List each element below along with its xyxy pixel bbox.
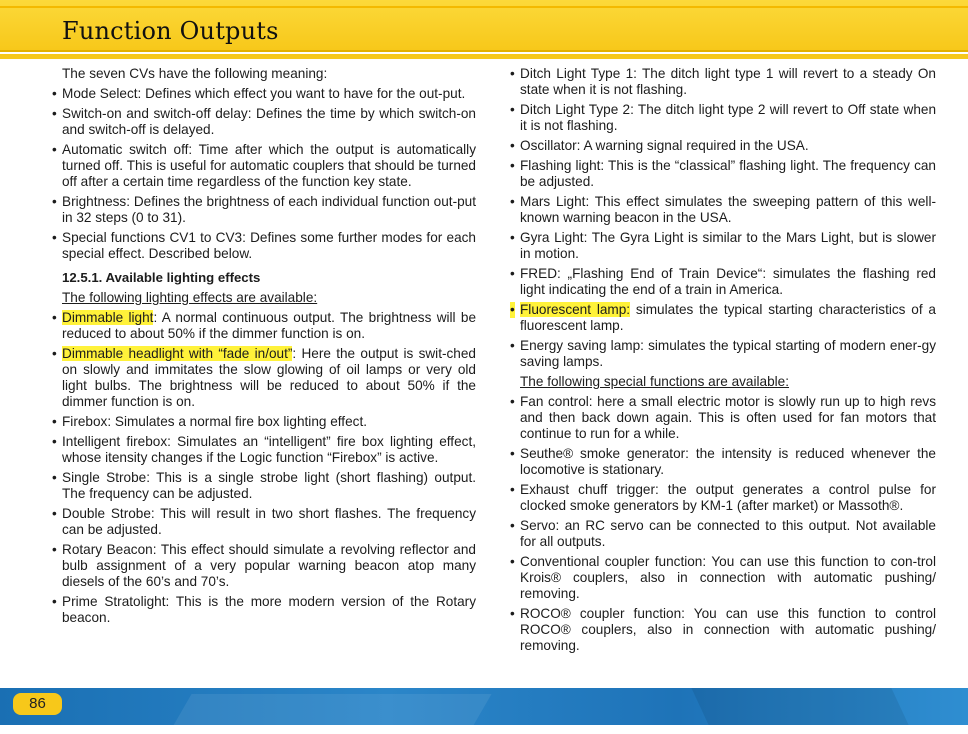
list-item — [508, 394, 936, 442]
highlighted-term: Fluorescent lamp: — [520, 302, 631, 317]
highlighted-term: Dimmable light — [62, 310, 154, 325]
bullet: • — [510, 266, 515, 281]
item-text: : Here the output is swit-ched on slowly and immitates the slow glowing of oil lamps or very old light bulbs. The brightness will be reduced to about 50% if the dimmer function is on. — [62, 346, 476, 409]
list-item — [50, 142, 476, 190]
item-text: Fan control: here a small electric motor is slowly run up to high revs and then back down again. This is often used for fan motors that continue to run for a while. — [520, 394, 936, 441]
list-item — [50, 194, 476, 226]
list-item — [50, 346, 476, 410]
list-item — [508, 302, 936, 334]
list-item — [50, 594, 476, 626]
bullet: • — [510, 194, 515, 209]
bullet: • — [510, 302, 515, 317]
item-text: Exhaust chuff trigger: the output generates a control pulse for clocked smoke generators by KM-1 (after market) or Massoth®. — [520, 482, 936, 513]
bullet: • — [52, 86, 57, 101]
item-text: Flashing light: This is the “classical” flashing light. The frequency can be adjusted. — [520, 158, 936, 189]
bullet: • — [52, 506, 57, 521]
list-item — [508, 518, 936, 550]
bullet: • — [510, 102, 515, 117]
item-text: Intelligent firebox: Simulates an “intelligent” fire box lighting effect, whose itensity changes if the Logic function “Firebox” is active. — [62, 434, 476, 465]
item-text: Energy saving lamp: simulates the typical starting of modern ener-gy saving lamps. — [520, 338, 936, 369]
item-text: : A normal continuous output. The brightness will be reduced to about 50% if the dimmer function is on. — [62, 310, 476, 341]
list-item — [508, 102, 936, 134]
list-item — [508, 230, 936, 262]
bullet: • — [510, 338, 515, 353]
item-text: Conventional coupler function: You can use this function to con-trol Krois® couplers, also in connection with automatic pushing/ removing. — [520, 554, 936, 601]
item-text: Seuthe® smoke generator: the intensity is reduced whenever the locomotive is stationary. — [520, 446, 936, 477]
item-text: Switch-on and switch-off delay: Defines the time by which switch-on and switch-off is delayed. — [62, 106, 476, 137]
list-item — [508, 66, 936, 98]
bullet: • — [510, 554, 515, 569]
page-title: Function Outputs — [62, 17, 279, 45]
header-stripe — [0, 6, 968, 8]
bullet: • — [52, 346, 57, 361]
bullet: • — [52, 142, 57, 157]
bullet: • — [510, 518, 515, 533]
list-item — [508, 554, 936, 602]
item-text: Ditch Light Type 2: The ditch light type 2 will revert to Off state when it is not flashing. — [520, 102, 936, 133]
list-item — [50, 310, 476, 342]
list-item — [50, 106, 476, 138]
list-item — [508, 482, 936, 514]
item-text: Ditch Light Type 1: The ditch light type 1 will revert to a steady On state when it is not flashing. — [520, 66, 936, 97]
page-number: 86 — [13, 693, 62, 715]
section-heading: 12.5.1. Available lighting effects — [62, 270, 261, 285]
item-text: ROCO® coupler function: You can use this function to control ROCO® couplers, also in connection with automatic pushing/ removing. — [520, 606, 936, 653]
bullet: • — [52, 106, 57, 121]
header-rule — [0, 54, 968, 59]
list-item — [508, 138, 936, 154]
list-item — [508, 158, 936, 190]
footer-decoration — [691, 688, 908, 725]
list-item — [508, 338, 936, 370]
item-text: Mode Select: Defines which effect you want to have for the out-put. — [62, 86, 466, 101]
list-item — [50, 542, 476, 590]
list-item — [50, 470, 476, 502]
bullet: • — [52, 414, 57, 429]
list-item — [50, 434, 476, 466]
bullet: • — [52, 470, 57, 485]
item-text: Double Strobe: This will result in two short flashes. The frequency can be adjusted. — [62, 506, 476, 537]
page-footer — [0, 688, 968, 725]
intro-text: The seven CVs have the following meaning: — [62, 66, 328, 81]
list-item — [50, 86, 476, 102]
page-header — [0, 0, 968, 61]
bullet: • — [510, 66, 515, 81]
item-text: Firebox: Simulates a normal fire box lighting effect. — [62, 414, 367, 429]
item-text: Rotary Beacon: This effect should simulate a revolving reflector and bulb assignment of a very popular warning beacon atop many diesels of the 60’s and 70’s. — [62, 542, 476, 589]
bullet: • — [52, 434, 57, 449]
list-item — [508, 606, 936, 654]
bullet: • — [52, 594, 57, 609]
list-item — [50, 506, 476, 538]
item-text: Prime Stratolight: This is the more modern version of the Rotary beacon. — [62, 594, 476, 625]
bullet: • — [510, 606, 515, 621]
item-text: Gyra Light: The Gyra Light is similar to the Mars Light, but is slower in motion. — [520, 230, 936, 261]
item-text: Oscillator: A warning signal required in the USA. — [520, 138, 809, 153]
item-text: Single Strobe: This is a single strobe light (short flashing) output. The frequency can be adjusted. — [62, 470, 476, 501]
list-item — [50, 414, 476, 430]
footer-decoration — [168, 694, 491, 734]
list-item — [508, 266, 936, 298]
bullet: • — [510, 138, 515, 153]
item-text: Special functions CV1 to CV3: Defines some further modes for each special effect. Described below. — [62, 230, 476, 261]
item-text: simulates the typical starting characteristics of a fluorescent lamp. — [520, 302, 936, 333]
item-text: Brightness: Defines the brightness of each individual function out-put in 32 steps (0 to 31). — [62, 194, 476, 225]
bullet: • — [52, 230, 57, 245]
left-column — [50, 66, 476, 630]
bullet: • — [52, 310, 57, 325]
bullet: • — [510, 446, 515, 461]
special-intro: The following special functions are available: — [520, 374, 790, 389]
list-item — [508, 446, 936, 478]
effects-intro: The following lighting effects are available: — [62, 290, 318, 305]
bullet: • — [510, 230, 515, 245]
list-item — [50, 230, 476, 262]
bullet: • — [510, 394, 515, 409]
item-text: Mars Light: This effect simulates the sweeping pattern of this well-known warning beacon in the USA. — [520, 194, 936, 225]
list-item — [508, 194, 936, 226]
bullet: • — [52, 542, 57, 557]
highlighted-term: Dimmable headlight with “fade in/out” — [62, 346, 293, 361]
item-text: Automatic switch off: Time after which the output is automatically turned off. This is useful for automatic couplers that should be turned off after a certain time regardless of the function key state. — [62, 142, 476, 189]
item-text: FRED: „Flashing End of Train Device“: simulates the flashing red light indicating the end of a train in America. — [520, 266, 936, 297]
bullet: • — [510, 482, 515, 497]
bullet: • — [510, 158, 515, 173]
bullet: • — [52, 194, 57, 209]
right-column — [508, 66, 936, 658]
item-text: Servo: an RC servo can be connected to this output. Not available for all outputs. — [520, 518, 936, 549]
